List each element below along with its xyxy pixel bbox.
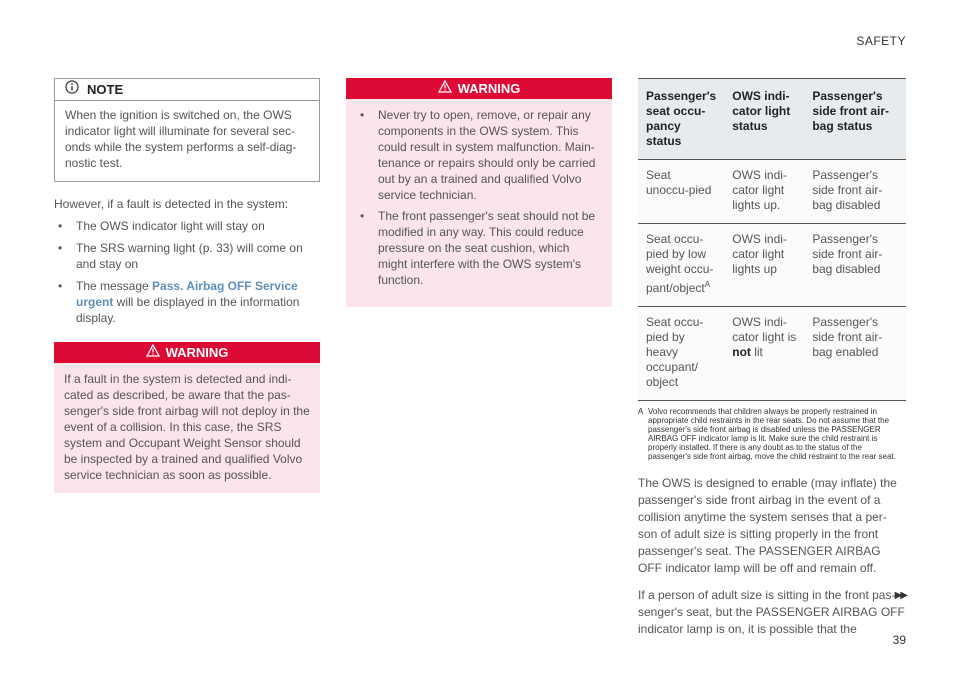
body-paragraph: The OWS is designed to enable (may inflate) the passenger's side front airbag in the event of a collision anytime the system senses that a per-son of adult size is sitting properly in the front passenger's seat. The PASSENGER AIRBAG OFF indicator lamp will be off and remain off.: [638, 476, 897, 575]
table-cell: [724, 307, 804, 401]
occupancy-table: [638, 78, 906, 401]
double-chevron-right-icon[interactable]: ▶▶: [894, 590, 906, 601]
note-body: When the ignition is switched on, the OWS indicator light will illuminate for several sec-onds while the system performs a self-diag-nostic test.: [65, 108, 297, 170]
cell-emphasis: not: [732, 345, 751, 359]
footnote: [638, 407, 906, 461]
note-box: [54, 78, 320, 182]
section-header: SAFETY: [856, 34, 906, 48]
cell-text: OWS indi-cator light is: [732, 315, 797, 344]
column-header: Passenger's side front air-bag status: [804, 79, 906, 160]
warning-body: If a fault in the system is detected and indi-cated as described, be aware that the pas-senger's side front airbag will not deploy in the event of a collision. In this case, the SRS system and Occupant Weight Sensor should be inspected by a trained and qualified Volvo service technician as soon as possible.: [64, 372, 310, 482]
list-item: • The SRS warning light (p. 33) will come on and stay on: [54, 240, 320, 272]
footnote-ref: A: [704, 280, 711, 289]
warning-header: [54, 342, 320, 363]
note-header: [55, 79, 319, 101]
warning-header: [346, 78, 612, 99]
left-column: [54, 78, 320, 493]
message-suffix: will be displayed in the information display.: [76, 295, 300, 325]
warning-title: WARNING: [165, 345, 229, 360]
column-header: Passenger's seat occu-pancy status: [638, 79, 724, 160]
warning-title: WARNING: [457, 81, 521, 96]
warning-list: [356, 107, 602, 288]
table-cell: OWS indi-cator light lights up: [724, 224, 804, 307]
table-cell: Seat unoccu-pied: [638, 160, 724, 224]
column-header: OWS indi-cator light status: [724, 79, 804, 160]
table-cell: Passenger's side front air-bag disabled: [804, 160, 906, 224]
table-header-row: [638, 79, 906, 160]
middle-column: [346, 78, 612, 307]
cell-text: lit: [750, 345, 763, 359]
table-row: [638, 160, 906, 224]
table-cell: Passenger's side front air-bag enabled: [804, 307, 906, 401]
warning-triangle-icon: [146, 344, 160, 362]
table-cell: Seat occu-pied by heavy occupant/ object: [638, 307, 724, 401]
note-title: NOTE: [87, 82, 124, 97]
table-cell: OWS indi-cator light lights up.: [724, 160, 804, 224]
warning-triangle-icon: [438, 80, 452, 98]
fault-intro: However, if a fault is detected in the system:: [54, 197, 289, 211]
footnote-text: Volvo recommends that children always be properly restrained in appropriate child restraints in the rear seats. Do not assume that the passenger's side front airbag is disabled unless the PASSENGER AIRBAG OFF indicator lamp is lit. Make sure the child restraint is properly installed. If there is any doubt as to the status of the passenger's side front airbag, move the child restraint to the rear seat.: [648, 407, 896, 461]
message-link[interactable]: Pass. Airbag OFF Service urgent: [76, 279, 298, 309]
fault-list: [54, 218, 320, 326]
cell-text: Seat occu-pied by low weight occu-pant/object: [646, 232, 714, 295]
right-column: [638, 78, 906, 638]
message-prefix: The message: [76, 279, 153, 293]
table-row: [638, 224, 906, 307]
list-item: • The front passenger's seat should not be modified in any way. This could reduce pressure on the seat cushion, which might interfere with the OWS system's function.: [356, 208, 602, 288]
body-paragraph: If a person of adult size is sitting in the front pas-senger's seat, but the PASSENGER AIRBAG OFF indicator lamp is on, it is possible that the: [638, 588, 905, 636]
table-cell: Passenger's side front air-bag disabled: [804, 224, 906, 307]
list-item: • The OWS indicator light will stay on: [54, 218, 320, 234]
footnote-mark: A: [638, 407, 644, 416]
warning-body: [346, 99, 612, 307]
warning-box: [346, 78, 612, 307]
table-row: [638, 307, 906, 401]
page-number: 39: [892, 633, 906, 647]
list-item: • Never try to open, remove, or repair any components in the OWS system. This could result in system malfunction. Main-tenance or repairs should only be carried out by an a trained and qualified Volvo service technician.: [356, 107, 602, 203]
info-icon: [65, 80, 79, 99]
list-item: [54, 278, 320, 326]
warning-box: [54, 342, 320, 493]
table-cell: [638, 224, 724, 307]
